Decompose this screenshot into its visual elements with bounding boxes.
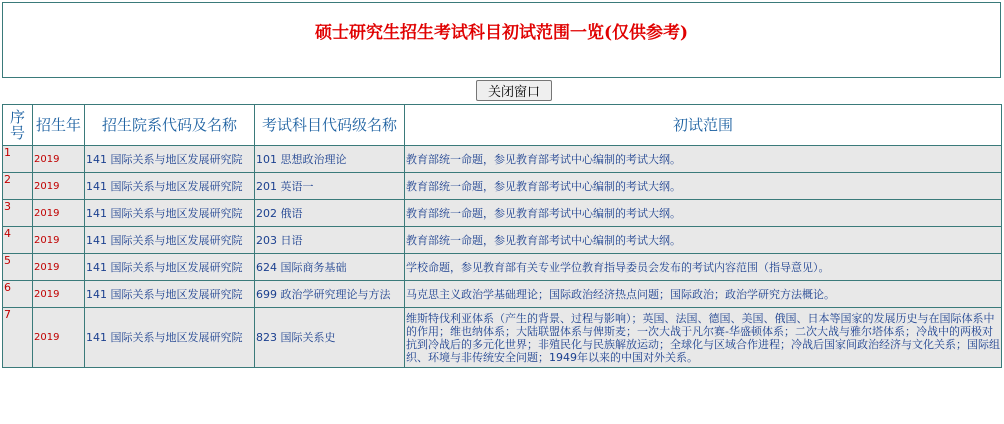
header-dept: 招生院系代码及名称 [85, 105, 255, 146]
row-subject: 203 日语 [255, 227, 405, 254]
row-no: 4 [3, 227, 33, 254]
row-scope: 马克思主义政治学基础理论；国际政治经济热点问题；国际政治；政治学研究方法概论。 [405, 281, 1002, 308]
row-scope: 教育部统一命题，参见教育部考试中心编制的考试大纲。 [405, 227, 1002, 254]
table-row [3, 146, 1002, 173]
row-no: 3 [3, 200, 33, 227]
row-no: 5 [3, 254, 33, 281]
row-year: 2019 [33, 227, 85, 254]
row-scope: 维斯特伐利亚体系（产生的背景、过程与影响）；英国、法国、德国、美国、俄国、日本等国家的发展历史与在国际体系中的作用；维也纳体系；大陆联盟体系与俾斯麦；一次大战于凡尔赛-华盛顿体系；二次大战与雅尔塔体系；冷战中的两极对抗到冷战后的多元化世界；非殖民化与民族解放运动；全球化与区域合作进程；冷战后国家间政治经济与文化关系；国际组织、环境与非传统安全问题；1949年以来的中国对外关系。 [405, 308, 1002, 368]
header-scope: 初试范围 [405, 105, 1002, 146]
row-no: 2 [3, 173, 33, 200]
row-no: 6 [3, 281, 33, 308]
table-row [3, 173, 1002, 200]
row-dept: 141 国际关系与地区发展研究院 [85, 308, 255, 368]
row-dept: 141 国际关系与地区发展研究院 [85, 200, 255, 227]
row-subject: 823 国际关系史 [255, 308, 405, 368]
table-row [3, 281, 1002, 308]
row-no: 7 [3, 308, 33, 368]
row-subject: 101 思想政治理论 [255, 146, 405, 173]
row-subject: 699 政治学研究理论与方法 [255, 281, 405, 308]
header-no: 序号 [3, 105, 33, 146]
row-year: 2019 [33, 200, 85, 227]
row-year: 2019 [33, 146, 85, 173]
row-no: 1 [3, 146, 33, 173]
row-scope: 学校命题，参见教育部有关专业学位教育指导委员会发布的考试内容范围（指导意见）。 [405, 254, 1002, 281]
button-row [2, 78, 1001, 104]
header-year: 招生年 [33, 105, 85, 146]
title-panel [2, 2, 1001, 78]
row-scope: 教育部统一命题，参见教育部考试中心编制的考试大纲。 [405, 146, 1002, 173]
table-header-row [3, 105, 1002, 146]
row-dept: 141 国际关系与地区发展研究院 [85, 281, 255, 308]
close-window-button[interactable]: 关闭窗口 [476, 80, 552, 101]
row-year: 2019 [33, 308, 85, 368]
row-dept: 141 国际关系与地区发展研究院 [85, 146, 255, 173]
row-scope: 教育部统一命题，参见教育部考试中心编制的考试大纲。 [405, 200, 1002, 227]
row-scope: 教育部统一命题，参见教育部考试中心编制的考试大纲。 [405, 173, 1002, 200]
row-year: 2019 [33, 281, 85, 308]
page-container [2, 2, 1001, 368]
row-subject: 201 英语一 [255, 173, 405, 200]
row-year: 2019 [33, 254, 85, 281]
row-dept: 141 国际关系与地区发展研究院 [85, 227, 255, 254]
page-title: 硕士研究生招生考试科目初试范围一览(仅供参考) [314, 23, 689, 43]
table-row [3, 254, 1002, 281]
row-dept: 141 国际关系与地区发展研究院 [85, 254, 255, 281]
row-subject: 624 国际商务基础 [255, 254, 405, 281]
row-dept: 141 国际关系与地区发展研究院 [85, 173, 255, 200]
row-year: 2019 [33, 173, 85, 200]
exam-scope-table [2, 104, 1002, 368]
table-row [3, 308, 1002, 368]
title-cell [3, 3, 1001, 78]
header-subject: 考试科目代码级名称 [255, 105, 405, 146]
table-row [3, 200, 1002, 227]
table-row [3, 227, 1002, 254]
row-subject: 202 俄语 [255, 200, 405, 227]
